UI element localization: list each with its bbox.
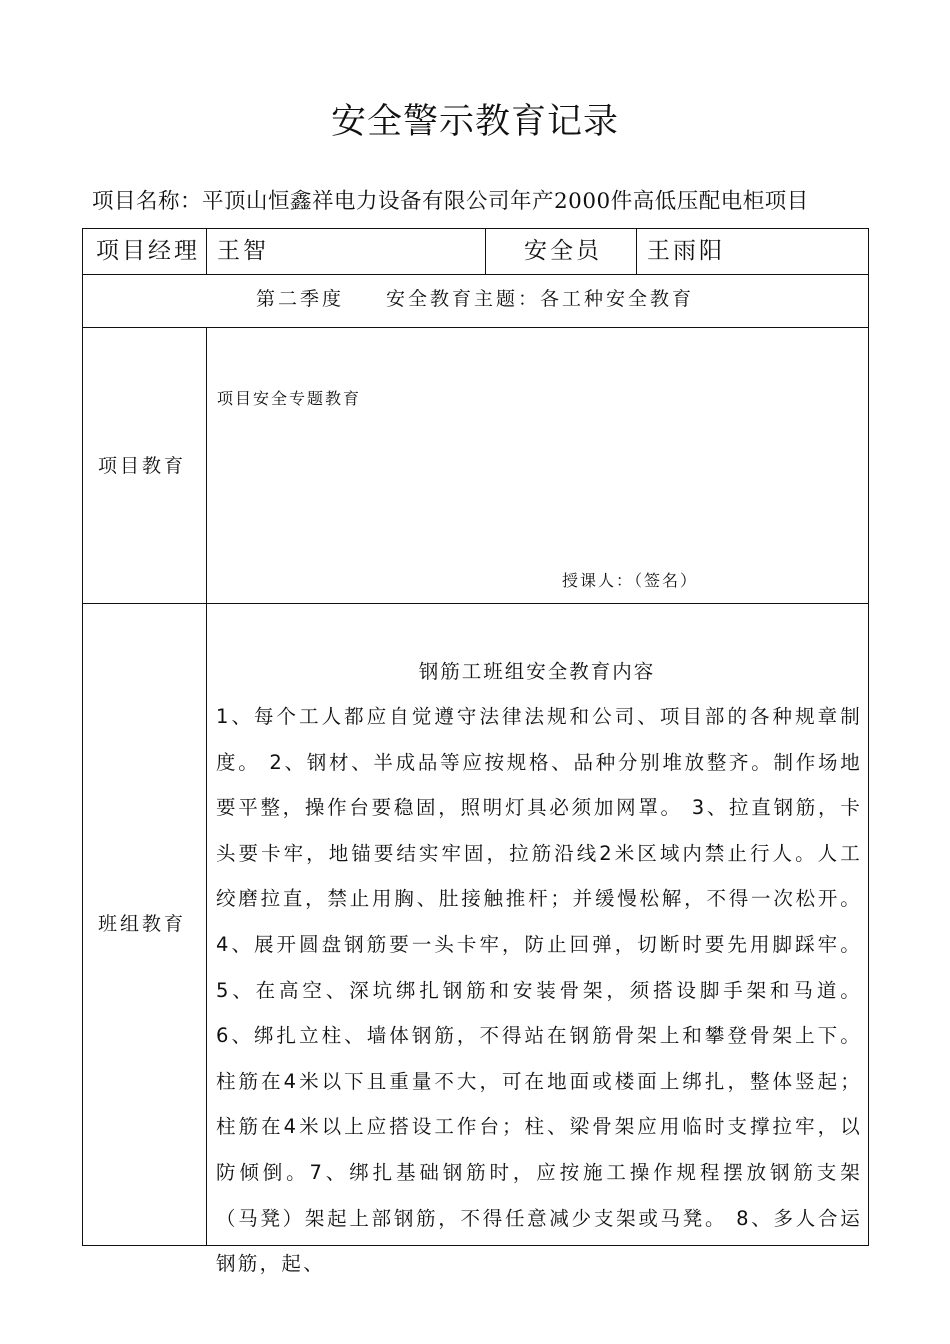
education-theme: 安全教育主题：各工种安全教育 — [386, 288, 695, 310]
col-divider — [206, 228, 207, 274]
lecturer-signature: 授课人：（签名） — [562, 571, 699, 590]
manager-value: 王智 — [217, 238, 269, 264]
col-divider — [206, 327, 207, 1245]
quarter-label: 第二季度 — [256, 288, 345, 310]
project-name: 项目名称：平顶山恒鑫祥电力设备有限公司年产2000件高低压配电柜项目 — [92, 189, 809, 214]
manager-label: 项目经理 — [96, 238, 200, 264]
table-border-left — [82, 228, 83, 1246]
project-education-content: 项目安全专题教育 — [217, 389, 362, 408]
safety-officer-label: 安全员 — [524, 238, 602, 264]
safety-officer-value: 王雨阳 — [647, 238, 725, 264]
team-education-label: 班组教育 — [98, 913, 187, 935]
col-divider — [636, 228, 637, 274]
row-divider — [82, 603, 869, 604]
table-border-right — [868, 228, 869, 1246]
row-divider — [82, 327, 869, 328]
col-divider — [485, 228, 486, 274]
project-education-label: 项目教育 — [98, 455, 187, 477]
row-divider — [82, 274, 869, 275]
team-education-content: 1、每个工人都应自觉遵守法律法规和公司、项目部的各种规章制度。 2、钢材、半成品等应按规格、品种分别堆放整齐。制作场地要平整，操作台要稳固，照明灯具必须加网罩。 3、拉直钢筋，卡头要卡牢，地锚要结实牢固，拉筋沿线2米区域内禁止行人。人工绞磨拉直，禁止用胸、肚接触推杆；并缓慢松解，不得一次松开。4、展开圆盘钢筋要一头卡牢，防止回弹，切断时要先用脚踩牢。 5、在高空、深坑绑扎钢筋和安装骨架，须搭设脚手架和马道。 6、绑扎立柱、墙体钢筋，不得站在钢筋骨架上和攀登骨架上下。柱筋在4米以下且重量不大，可在地面或楼面上绑扎，整体竖起；柱筋在4米以上应搭设工作台；柱、梁骨架应用临时支撑拉牢，以防倾倒。7、绑扎基础钢筋时，应按施工操作规程摆放钢筋支架（马凳）架起上部钢筋，不得任意减少支架或马凳。 8、多人合运钢筋，起、 — [216, 705, 862, 1276]
document-title: 安全警示教育记录 — [330, 102, 619, 142]
team-education-content-title: 钢筋工班组安全教育内容 — [418, 660, 656, 683]
table-border-top — [82, 228, 869, 229]
